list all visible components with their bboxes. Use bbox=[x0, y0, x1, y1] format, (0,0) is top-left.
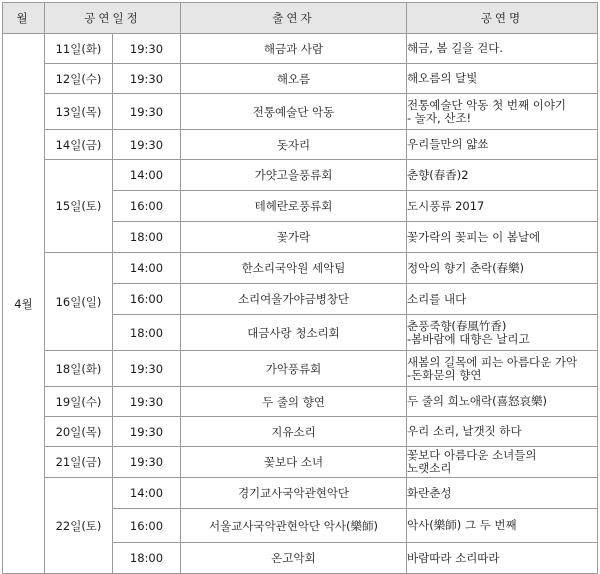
time-cell: 19:30 bbox=[113, 94, 181, 130]
performer-cell: 두 줄의 향연 bbox=[181, 387, 407, 417]
time-cell: 19:30 bbox=[113, 447, 181, 478]
title-line: 해금, 봄 길을 걷다. bbox=[407, 41, 504, 55]
header-title: 공연명 bbox=[407, 3, 598, 34]
performer-cell: 경기교사국악관현악단 bbox=[181, 478, 407, 509]
title-line: 꽃보다 아름다운 소녀들의 bbox=[407, 448, 537, 462]
schedule-row bbox=[3, 94, 598, 130]
performer-cell: 지유소리 bbox=[181, 417, 407, 447]
performer-cell: 돗자리 bbox=[181, 130, 407, 160]
performer-cell: 온고악회 bbox=[181, 543, 407, 574]
time-cell: 19:30 bbox=[113, 64, 181, 94]
time-cell: 19:30 bbox=[113, 34, 181, 64]
title-line: 우리 소리, 날갯짓 하다 bbox=[407, 424, 522, 438]
date-cell: 15일(토) bbox=[45, 160, 113, 253]
title-line: -돈화문의 향연 bbox=[407, 367, 482, 382]
header-performer: 출연자 bbox=[181, 3, 407, 34]
time-cell: 14:00 bbox=[113, 478, 181, 509]
time-cell: 19:30 bbox=[113, 351, 181, 387]
title-cell bbox=[407, 253, 598, 284]
title-line: 해오름의 달빛 bbox=[407, 71, 478, 85]
time-cell: 16:00 bbox=[113, 284, 181, 315]
title-cell bbox=[407, 509, 598, 543]
title-line: 전통예술단 악동 첫 번째 이야기 bbox=[407, 97, 567, 112]
title-cell bbox=[407, 64, 598, 94]
time-cell: 16:00 bbox=[113, 191, 181, 222]
schedule-body bbox=[3, 34, 598, 574]
performer-cell: 가악풍류회 bbox=[181, 351, 407, 387]
title-line: 악사(樂師) 그 두 번째 bbox=[407, 518, 517, 532]
time-cell: 18:00 bbox=[113, 543, 181, 574]
title-cell bbox=[407, 191, 598, 222]
schedule-row bbox=[3, 253, 598, 284]
schedule-row bbox=[3, 160, 598, 191]
date-cell: 19일(수) bbox=[45, 387, 113, 417]
time-cell: 16:00 bbox=[113, 509, 181, 543]
title-line: 두 줄의 희노애락(喜怒哀樂) bbox=[407, 394, 548, 408]
date-cell: 21일(금) bbox=[45, 447, 113, 478]
time-cell: 19:30 bbox=[113, 130, 181, 160]
performance-schedule-table bbox=[2, 2, 598, 574]
time-cell: 14:00 bbox=[113, 160, 181, 191]
title-line: 화란춘성 bbox=[407, 485, 452, 500]
title-cell bbox=[407, 478, 598, 509]
title-line: 도시풍류 2017 bbox=[407, 198, 485, 213]
header-month: 월 bbox=[3, 3, 45, 34]
title-line: 춘향(春香)2 bbox=[407, 167, 469, 182]
schedule-row bbox=[3, 351, 598, 387]
schedule-row bbox=[3, 417, 598, 447]
performer-cell: 한소리국악원 세악팀 bbox=[181, 253, 407, 284]
title-cell bbox=[407, 284, 598, 315]
title-line: 춘풍죽향(春風竹香) bbox=[407, 318, 507, 333]
title-line: 우리들만의 얇쑈 bbox=[407, 137, 489, 151]
title-cell bbox=[407, 94, 598, 130]
title-cell bbox=[407, 315, 598, 351]
title-line: 정악의 향기 춘락(春樂) bbox=[407, 260, 525, 275]
performer-cell: 대금사랑 청소리회 bbox=[181, 315, 407, 351]
performer-cell: 테헤란로풍류회 bbox=[181, 191, 407, 222]
date-cell: 11일(화) bbox=[45, 34, 113, 64]
time-cell: 19:30 bbox=[113, 417, 181, 447]
date-cell: 12일(수) bbox=[45, 64, 113, 94]
date-cell: 14일(금) bbox=[45, 130, 113, 160]
performer-cell: 가얏고을풍류회 bbox=[181, 160, 407, 191]
title-line: 바람따라 소리따라 bbox=[407, 550, 500, 565]
header-schedule: 공연일정 bbox=[45, 3, 181, 34]
performer-cell: 꽃보다 소녀 bbox=[181, 447, 407, 478]
date-cell: 13일(목) bbox=[45, 94, 113, 130]
title-cell bbox=[407, 417, 598, 447]
month-cell: 4월 bbox=[3, 34, 45, 574]
title-line: 노랫소리 bbox=[407, 461, 452, 475]
title-cell bbox=[407, 222, 598, 253]
time-cell: 19:30 bbox=[113, 387, 181, 417]
title-cell bbox=[407, 387, 598, 417]
schedule-row bbox=[3, 64, 598, 94]
date-cell: 18일(화) bbox=[45, 351, 113, 387]
title-line: 꽃가락의 꽃피는 이 봄날에 bbox=[407, 229, 541, 244]
header-row bbox=[3, 3, 598, 34]
performer-cell: 소리여울가야금병창단 bbox=[181, 284, 407, 315]
time-cell: 18:00 bbox=[113, 222, 181, 253]
title-cell bbox=[407, 160, 598, 191]
performer-cell: 해오름 bbox=[181, 64, 407, 94]
title-line: 소리를 내다 bbox=[407, 291, 467, 306]
date-cell: 20일(목) bbox=[45, 417, 113, 447]
performer-cell: 전통예술단 악동 bbox=[181, 94, 407, 130]
time-cell: 18:00 bbox=[113, 315, 181, 351]
schedule-row bbox=[3, 387, 598, 417]
title-cell bbox=[407, 130, 598, 160]
performer-cell: 해금과 사람 bbox=[181, 34, 407, 64]
performer-cell: 꽃가락 bbox=[181, 222, 407, 253]
schedule-row bbox=[3, 478, 598, 509]
schedule-row bbox=[3, 130, 598, 160]
schedule-row bbox=[3, 447, 598, 478]
title-line: - 놀자, 산조! bbox=[407, 110, 472, 125]
performer-cell: 서울교사국악관현악단 악사(樂師) bbox=[181, 509, 407, 543]
title-cell bbox=[407, 34, 598, 64]
title-cell bbox=[407, 351, 598, 387]
date-cell: 16일(일) bbox=[45, 253, 113, 351]
title-line: 새봄의 길목에 피는 아름다운 가악 bbox=[407, 354, 578, 369]
title-cell bbox=[407, 447, 598, 478]
date-cell: 22일(토) bbox=[45, 478, 113, 574]
schedule-row bbox=[3, 34, 598, 64]
title-cell bbox=[407, 543, 598, 574]
title-line: -봄바람에 대향은 날리고 bbox=[407, 331, 530, 346]
time-cell: 14:00 bbox=[113, 253, 181, 284]
